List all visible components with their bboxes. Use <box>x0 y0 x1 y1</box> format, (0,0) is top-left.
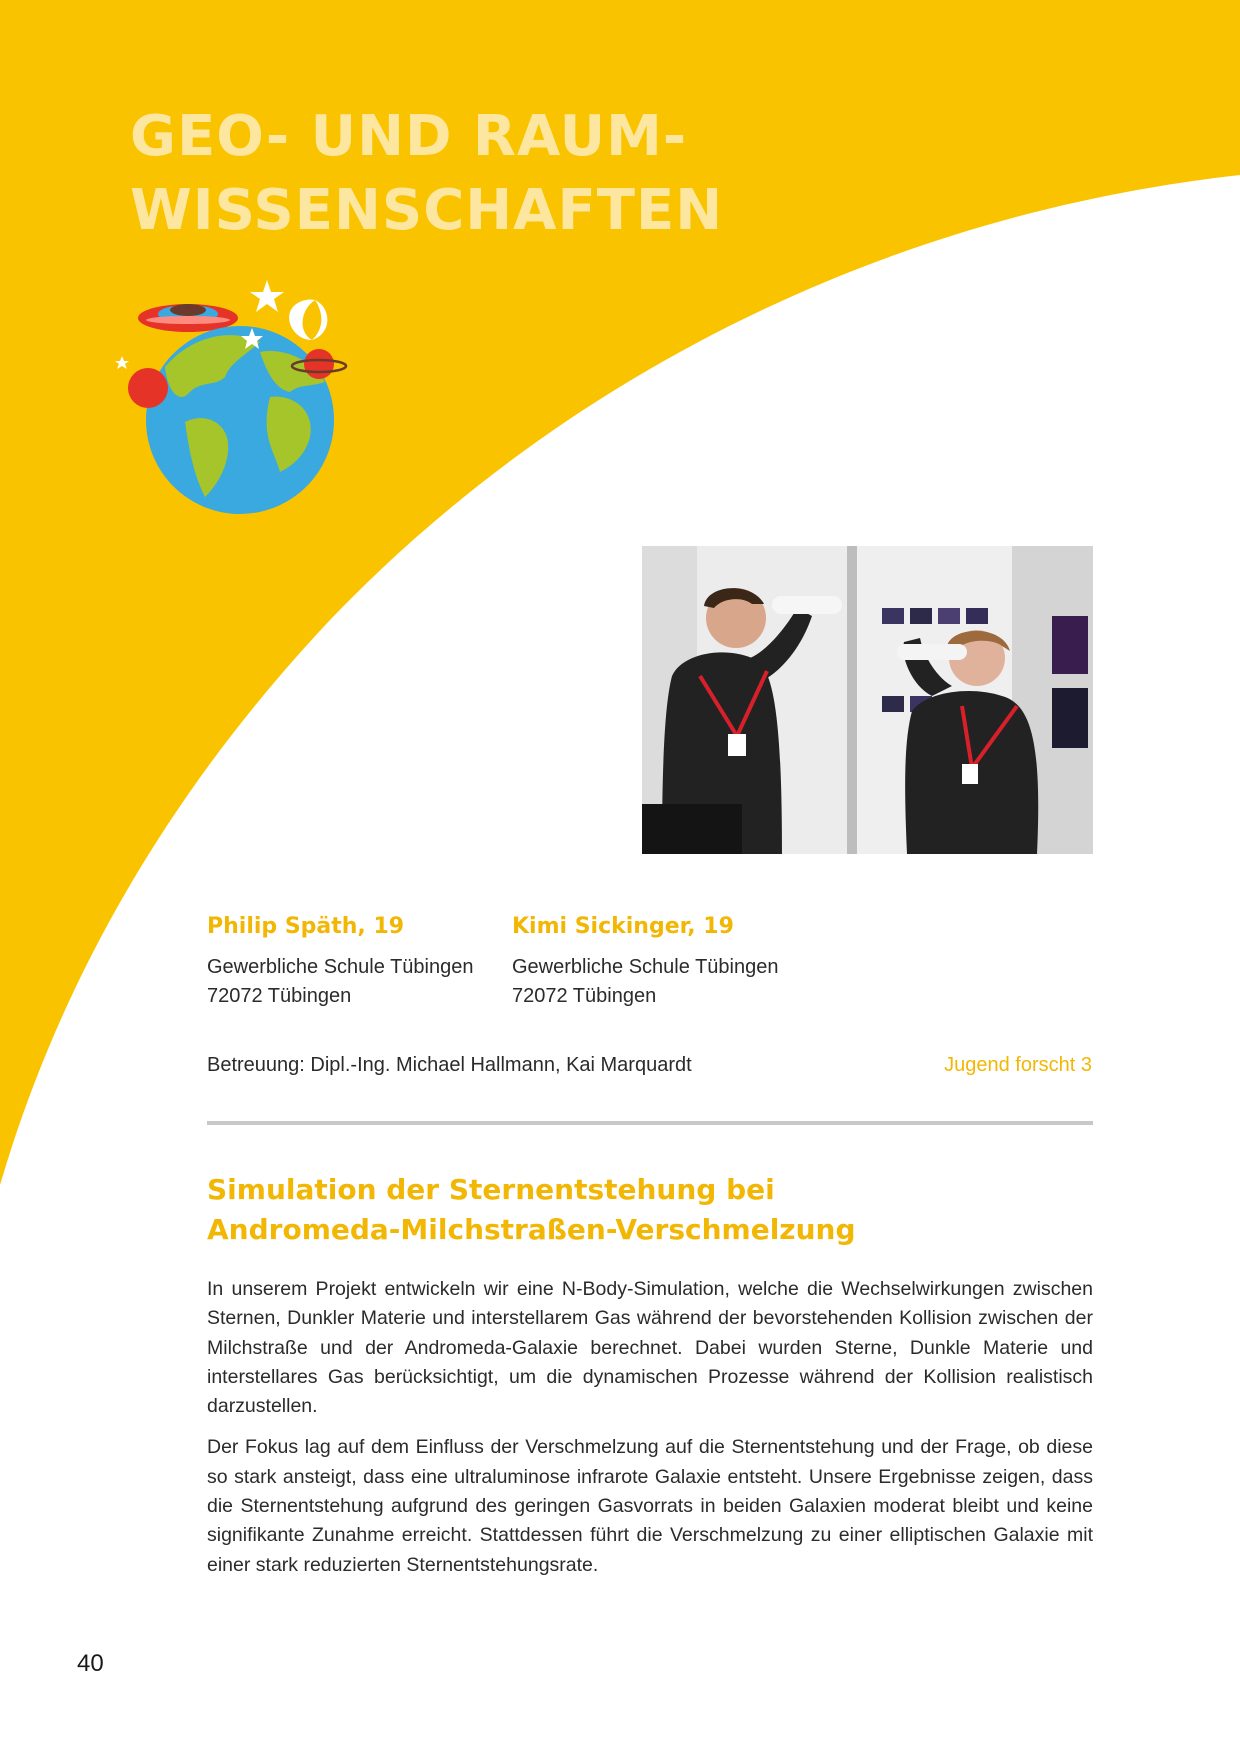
author-city: 72072 Tübingen <box>512 985 657 1007</box>
chapter-title-line-2: WISSENSCHAFTEN <box>130 178 724 243</box>
author-name: Kimi Sickinger, 19 <box>512 914 734 939</box>
project-title-line-2: Andromeda-Milchstraßen-Verschmelzung <box>207 1213 856 1246</box>
author-city: 72072 Tübingen <box>207 985 352 1007</box>
project-title <box>207 1170 1093 1250</box>
project-title-line-1: Simulation der Sternentstehung bei <box>207 1173 775 1206</box>
photo-two-students-with-poster <box>642 546 1093 854</box>
author-name: Philip Späth, 19 <box>207 914 405 939</box>
abstract-paragraph-1: In unserem Projekt entwickeln wir eine N-Body-Simulation, welche die Wechselwirkungen zwischen Sternen, Dunkler Materie und interstellarem Gas während der bevorstehenden Kollision zwischen der Milchstraße und der Andromeda-Galaxie berechnet. Dabei wurden Sterne, Dunkle Materie und interstellares Gas berücksichtigt, um die dynamischen Prozesse während der Kollision realistisch darzustellen. <box>207 1278 1093 1418</box>
project-abstract <box>207 1275 1093 1592</box>
section-divider <box>207 1121 1093 1125</box>
page-number: 40 <box>77 1650 104 1677</box>
author-school: Gewerbliche Schule Tübingen <box>512 956 779 978</box>
supervision-text: Betreuung: Dipl.-Ing. Michael Hallmann, Kai Marquardt <box>207 1054 692 1076</box>
competition-label: Jugend forscht 3 <box>944 1054 1092 1076</box>
globe-planets-icon <box>110 272 360 522</box>
chapter-title-line-1: GEO- UND RAUM- <box>130 104 688 169</box>
abstract-paragraph-2: Der Fokus lag auf dem Einfluss der Verschmelzung auf die Sternentstehung und der Frage, ob diese so stark ansteigt, dass eine ultraluminose infrarote Galaxie entsteht. Unsere Ergebnisse zeigen, dass die Sternentstehung aufgrund des geringen Gasvorrats in beiden Galaxien moderat bleibt und keine signifikante Zunahme erreicht. Stattdessen führt die Verschmelzung zu einer elliptischen Galaxie mit einer stark reduzierten Sternentstehungsrate. <box>207 1436 1093 1576</box>
author-card-2 <box>512 914 812 1011</box>
author-school: Gewerbliche Schule Tübingen <box>207 956 474 978</box>
chapter-title <box>130 100 723 248</box>
author-card-1 <box>207 914 507 1011</box>
